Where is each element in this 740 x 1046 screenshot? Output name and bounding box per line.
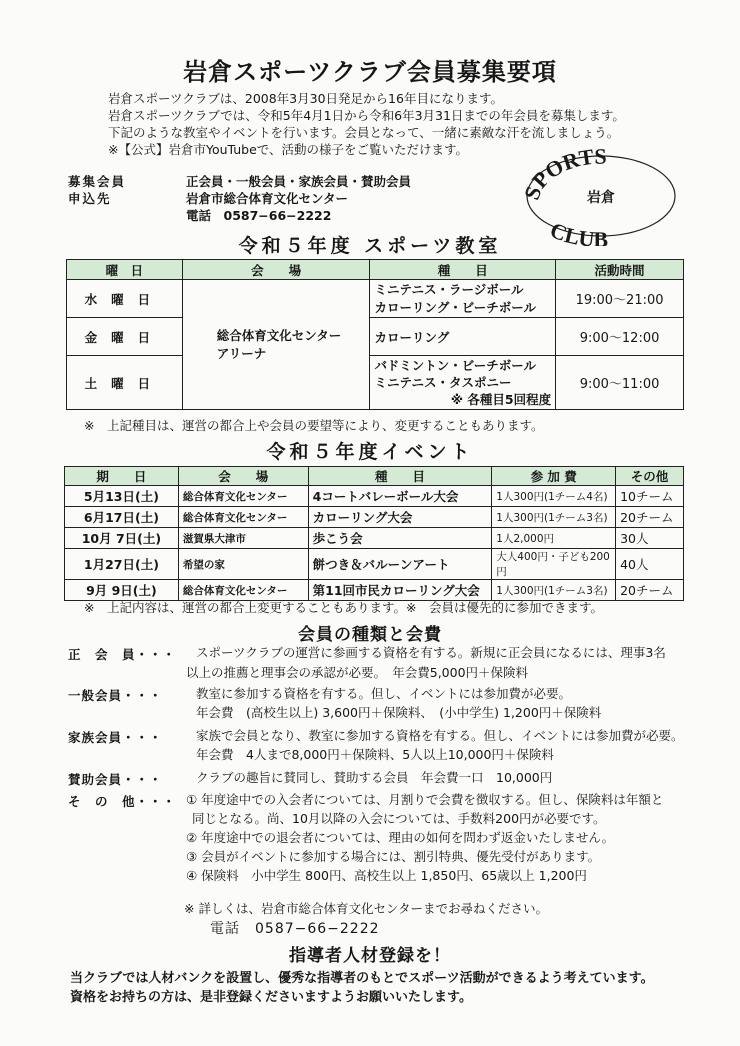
class-venue-line-1: 総合体育文化センター [216,327,342,343]
member-type-label: 正 会 員・・・ [68,647,177,662]
event-date: 6月17日(土) [65,507,179,528]
member-type-desc [186,663,528,682]
event-date: 10月 7日(土) [65,528,179,549]
class-events [370,356,556,410]
intro-line-2: 岩倉スポーツクラブでは、令和5年4月1日から令和6年3月31日までの年会員を募集します。 [108,108,625,123]
class-event: カローリング・ビーチボール [374,299,536,315]
recruit-value: 正会員・一般会員・家族会員・賛助会員 [186,174,412,189]
event-fee: 1人2,000円 [492,528,616,549]
member-type-desc [196,643,666,662]
class-event: ミニテニス・タスポニー [374,375,512,390]
intro-line-1: 岩倉スポーツクラブは、2008年3月30日発足から16年目になります。 [108,91,503,106]
class-events [370,318,556,356]
logo-center-text: 岩倉 [587,190,615,206]
member-desc-line: スポーツクラブの運営に参画する資格を有する。新規に正会員になるには、理事3名 [196,645,666,660]
class-time: 9:00〜11:00 [556,356,684,410]
event-name: 4コートバレーボール大会 [308,486,492,507]
class-day: 土曜日 [67,356,183,410]
contact-phone: 電話 0587−66−2222 [210,921,380,937]
event-date: 5月13日(土) [65,486,179,507]
class-row [67,280,684,318]
class-event-note: ※ 各種目5回程度 [450,392,552,407]
event-name: 餅つき＆バルーンアート [308,549,492,580]
col-header-fee: 参 加 費 [492,467,616,486]
member-desc-line: 年会費 4人まで8,000円＋保険料、5人以上10,000円＋保険料 [196,747,554,762]
apply-row [68,189,348,207]
class-venue-line-2: アリーナ [216,345,267,361]
member-type-label: 一般会員・・・ [68,688,163,703]
class-events [370,280,556,318]
event-other: 10チーム [616,486,684,507]
event-venue: 総合体育文化センター [178,580,308,601]
col-header-other: その他 [616,467,684,486]
member-type-desc [186,790,663,885]
events-title: 令和５年度イベント [266,441,474,463]
member-desc-line: 以上の推薦と理事会の承認が必要。 年会費5,000円＋保険料 [186,665,529,680]
class-time: 19:00〜21:00 [556,280,684,318]
events-header-row [65,467,684,486]
recruit-line-2: 資格をお持ちの方は、是非登録くださいますようお願いいたします。 [70,990,472,1005]
classes-header-row [67,260,684,280]
event-venue: 滋賀県大津市 [178,528,308,549]
event-date: 9月 9日(土) [65,580,179,601]
event-fee: 1人300円(1チーム3名) [492,507,616,528]
event-fee: 1人300円(1チーム4名) [492,486,616,507]
member-desc-line: 教室に参加する資格を有する。但し、イベントには参加費が必要。 [196,686,572,701]
member-desc-line: 同じとなる。尚、10月以降の入会については、手数料200円が必要です。 [192,811,606,826]
member-desc-line: ② 年度途中での退会者については、理由の如何を問わず返金いたしません。 [186,830,615,845]
event-venue: 総合体育文化センター [178,486,308,507]
classes-note: ※ 上記種目は、運営の都合上や会員の要望等により、変更することもあります。 [84,418,544,433]
member-type-desc [196,684,601,722]
member-type-desc [196,726,684,764]
intro-line-4: ※【公式】岩倉市YouTubeで、活動の様子をご覧いただけます。 [108,142,469,157]
recruit-label: 募集会員 [68,174,127,189]
member-type-label: そ の 他・・・ [68,794,177,809]
member-desc-line: ④ 保険料 小中学生 800円、高校生以上 1,850円、65歳以上 1,200円 [186,868,587,883]
col-header-event: 種 目 [370,260,556,280]
page-title: 岩倉スポーツクラブ会員募集要項 [183,58,557,86]
apply-value: 岩倉市総合体育文化センター [186,191,349,206]
event-name: カローリング大会 [308,507,492,528]
member-desc-line: 年会費 (高校生以上) 3,600円＋保険料、 (小中学生) 1,200円＋保険料 [196,705,602,720]
contact-note: ※ 詳しくは、岩倉市総合体育文化センターまでお尋ねください。 [184,901,548,916]
member-type-label: 家族会員・・・ [68,730,163,745]
event-venue: 総合体育文化センター [178,507,308,528]
col-header-time: 活動時間 [556,260,684,280]
classes-table [66,259,684,410]
col-header-event: 種 目 [308,467,492,486]
class-event: カローリング [374,329,450,345]
event-row [65,507,684,528]
recruit-title: 指導者人材登録を！ [289,946,451,966]
col-header-venue: 会 場 [178,467,308,486]
class-row [67,318,684,356]
member-desc-line: ① 年度途中での入会者については、月割りで会費を徴収する。但し、保険料は年額と [186,792,664,807]
member-desc-line: ③ 会員がイベントに参加する場合には、割引特典、優先受付があります。 [186,849,601,864]
class-venue [182,280,370,410]
member-desc-line: クラブの趣旨に賛同し、賛助する会員 年会費一口 10,000円 [196,770,553,785]
member-type-desc [196,768,552,787]
logo-club-text: CLUB [546,217,609,246]
class-row [67,356,684,410]
class-time: 9:00〜12:00 [556,318,684,356]
event-other: 20チーム [616,507,684,528]
recruit-line-1: 当クラブでは人材バンクを設置し、優秀な指導者のもとでスポーツ活動ができるよう考えています。 [70,971,654,986]
col-header-venue: 会 場 [182,260,370,280]
col-header-date: 期 日 [65,467,179,486]
recruit-row [68,172,411,190]
event-name: 第11回市民カローリング大会 [308,580,492,601]
event-row [65,549,684,580]
event-row [65,528,684,549]
logo-sports-text: SPORTS [518,146,607,203]
member-desc-line: 家族で会員となり、教室に参加する資格を有する。但し、イベントには参加費が必要。 [196,728,684,743]
event-other: 30人 [616,528,684,549]
membership-title: 会員の種類と会費 [298,625,442,645]
event-fee: 大人400円・子ども200円 [492,549,616,580]
apply-label: 申込先 [68,191,112,206]
class-event: ミニテニス・ラージボール [374,281,524,297]
col-header-day: 曜 日 [67,260,183,280]
info-phone: 電話 0587−66−2222 [186,208,332,223]
event-other: 40人 [616,549,684,580]
class-event: バドミントン・ビーチボール [374,358,536,373]
events-table [64,466,684,601]
intro-line-3: 下記のような教室やイベントを行います。会員となって、一緒に素敵な汗を流しましょう。 [108,125,620,140]
class-day: 金曜日 [67,318,183,356]
event-other: 20チーム [616,580,684,601]
events-note: ※ 上記内容は、運営の都合上変更することもあります。※ 会員は優先的に参加できます。 [84,600,603,615]
event-fee: 1人300円(1チーム3名) [492,580,616,601]
event-name: 歩こう会 [308,528,492,549]
class-day: 水曜日 [67,280,183,318]
member-type-label: 賛助会員・・・ [68,772,163,787]
event-venue: 希望の家 [178,549,308,580]
event-row [65,486,684,507]
event-date: 1月27日(土) [65,549,179,580]
classes-title: 令和５年度 スポーツ教室 [238,235,502,257]
